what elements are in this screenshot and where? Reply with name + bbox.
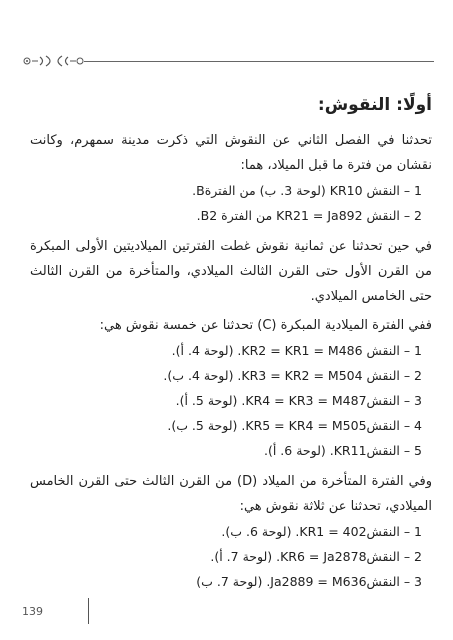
paragraph-intro: تحدثنا في الفصل الثاني عن النقوش التي ذكرت مدينة سمهرم، وكانت نقشان من فترة ما قبل الميلاد، هما: [30,133,432,173]
page-number: 139 [22,605,43,618]
list-item: 4 – النقشKR5 = KR4 = M505. (لوحة 5. ب). [167,418,422,433]
list-late-period [30,519,432,594]
header-rule [84,61,434,62]
page-body [30,92,432,600]
list-item: 2 – النقشKR6 = Ja2878. (لوحة 7. أ). [210,549,422,564]
list-item: 3 – النقشKR4 = KR3 = M487. (لوحة 5. أ). [175,393,422,408]
paragraph-late-period: وفي الفترة المتأخرة من الميلاد (D) من القرن الثالث حتى القرن الخامس الميلادي، تحدثنا عن ثلاثة نقوش هي: [30,474,432,514]
list-item: 1 – النقش KR10 (لوحة 3. ب) من الفترةB. [192,183,422,198]
list-item: 2 – النقش KR3 = KR2 = M504. (لوحة 4. ب). [163,368,422,383]
list-early-period [30,338,432,463]
decorative-ornament-icon [22,54,86,68]
paragraph-eight-inscriptions: في حين تحدثنا عن ثمانية نقوش غطت الفترتين الميلاديتين الأولى المبكرة من القرن الأول حتى القرن الثالث الميلادي، والمتأخرة من القرن الثالث حتى الخامس الميلادي. [30,239,432,304]
paragraph-early-period: ففي الفترة الميلادية المبكرة (C) تحدثنا عن خمسة نقوش هي: [99,318,432,333]
list-item: 3 – النقشJa2889 = M636. (لوحة 7. ب) [196,574,422,589]
list-item: 5 – النقشKR11. (لوحة 6. أ). [264,443,422,458]
list-item: 1 – النقش KR2 = KR1 = M486. (لوحة 4. أ). [171,343,422,358]
list-item: 1 – النقشKR1 = 402. (لوحة 6. ب). [221,524,422,539]
list-pre-christian [30,178,432,228]
folio-divider [88,598,89,624]
list-item: 2 – النقش KR21 = Ja892 من الفترة B2. [196,208,422,223]
section-heading: أولًا: النقوش: [317,95,432,115]
header-ornament-row [22,54,434,68]
